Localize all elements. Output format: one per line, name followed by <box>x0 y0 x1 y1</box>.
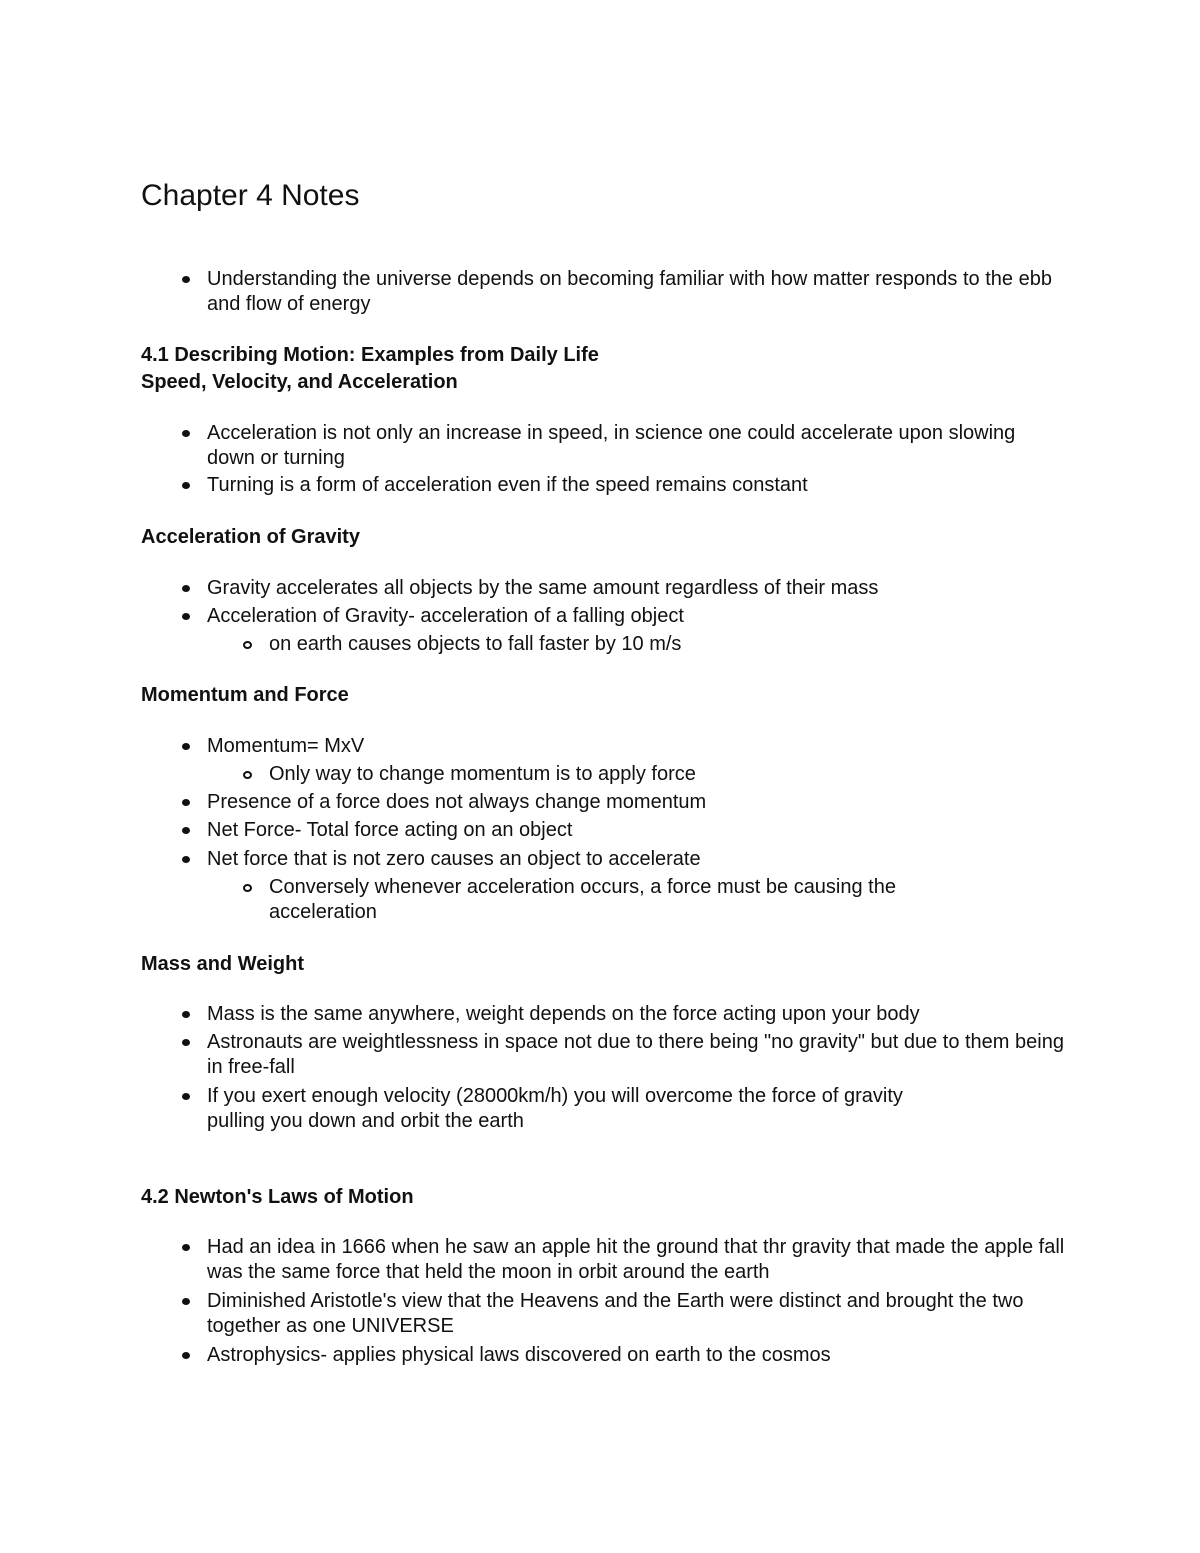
list-item: Astronauts are weightlessness in space not due to there being "no gravity" but due to them being in free-fall <box>207 1030 1067 1080</box>
list-subitem: Only way to change momentum is to apply force <box>269 762 1069 787</box>
section-heading: 4.1 Describing Motion: Examples from Daily Life <box>141 344 599 366</box>
section-heading: Acceleration of Gravity <box>141 526 360 548</box>
list-item: Diminished Aristotle's view that the Heavens and the Earth were distinct and brought the two together as one UNIVERSE <box>207 1289 1067 1339</box>
list-item: Astrophysics- applies physical laws discovered on earth to the cosmos <box>207 1343 1067 1368</box>
bullet-icon <box>182 1298 190 1305</box>
bullet-icon <box>182 1039 190 1046</box>
hollow-bullet-icon <box>243 641 252 649</box>
list-item: Presence of a force does not always change momentum <box>207 790 1067 815</box>
list-item: Had an idea in 1666 when he saw an apple hit the ground that thr gravity that made the apple fall was the same force that held the moon in orbit around the earth <box>207 1235 1067 1285</box>
bullet-icon <box>182 1011 190 1018</box>
bullet-icon <box>182 430 190 437</box>
bullet-icon <box>182 585 190 592</box>
bullet-icon <box>182 1093 190 1100</box>
list-item: Net force that is not zero causes an object to accelerate <box>207 847 1067 872</box>
bullet-icon <box>182 276 190 283</box>
hollow-bullet-icon <box>243 771 252 779</box>
bullet-icon <box>182 482 190 489</box>
hollow-bullet-icon <box>243 884 252 892</box>
list-item: Acceleration of Gravity- acceleration of a falling object <box>207 604 1067 629</box>
list-item: Understanding the universe depends on becoming familiar with how matter responds to the ebb and flow of energy <box>207 267 1067 317</box>
bullet-icon <box>182 856 190 863</box>
list-subitem: on earth causes objects to fall faster by 10 m/s <box>269 632 1069 657</box>
bullet-icon <box>182 743 190 750</box>
list-item: Momentum= MxV <box>207 734 1067 759</box>
section-subheading: Speed, Velocity, and Acceleration <box>141 371 458 393</box>
list-subitem: Conversely whenever acceleration occurs, a force must be causing the acceleration <box>269 875 989 925</box>
list-item: Turning is a form of acceleration even if the speed remains constant <box>207 473 1067 498</box>
bullet-icon <box>182 1352 190 1359</box>
section-heading: Momentum and Force <box>141 684 349 706</box>
bullet-icon <box>182 799 190 806</box>
section-heading: Mass and Weight <box>141 953 304 975</box>
section-heading: 4.2 Newton's Laws of Motion <box>141 1186 414 1208</box>
list-item: Net Force- Total force acting on an object <box>207 818 1067 843</box>
list-item: If you exert enough velocity (28000km/h) you will overcome the force of gravity pulling you down and orbit the earth <box>207 1084 927 1134</box>
bullet-icon <box>182 827 190 834</box>
bullet-icon <box>182 1244 190 1251</box>
bullet-icon <box>182 613 190 620</box>
page-title: Chapter 4 Notes <box>141 179 360 212</box>
list-item: Gravity accelerates all objects by the same amount regardless of their mass <box>207 576 1067 601</box>
list-item: Acceleration is not only an increase in speed, in science one could accelerate upon slowing down or turning <box>207 421 1067 471</box>
list-item: Mass is the same anywhere, weight depends on the force acting upon your body <box>207 1002 1067 1027</box>
